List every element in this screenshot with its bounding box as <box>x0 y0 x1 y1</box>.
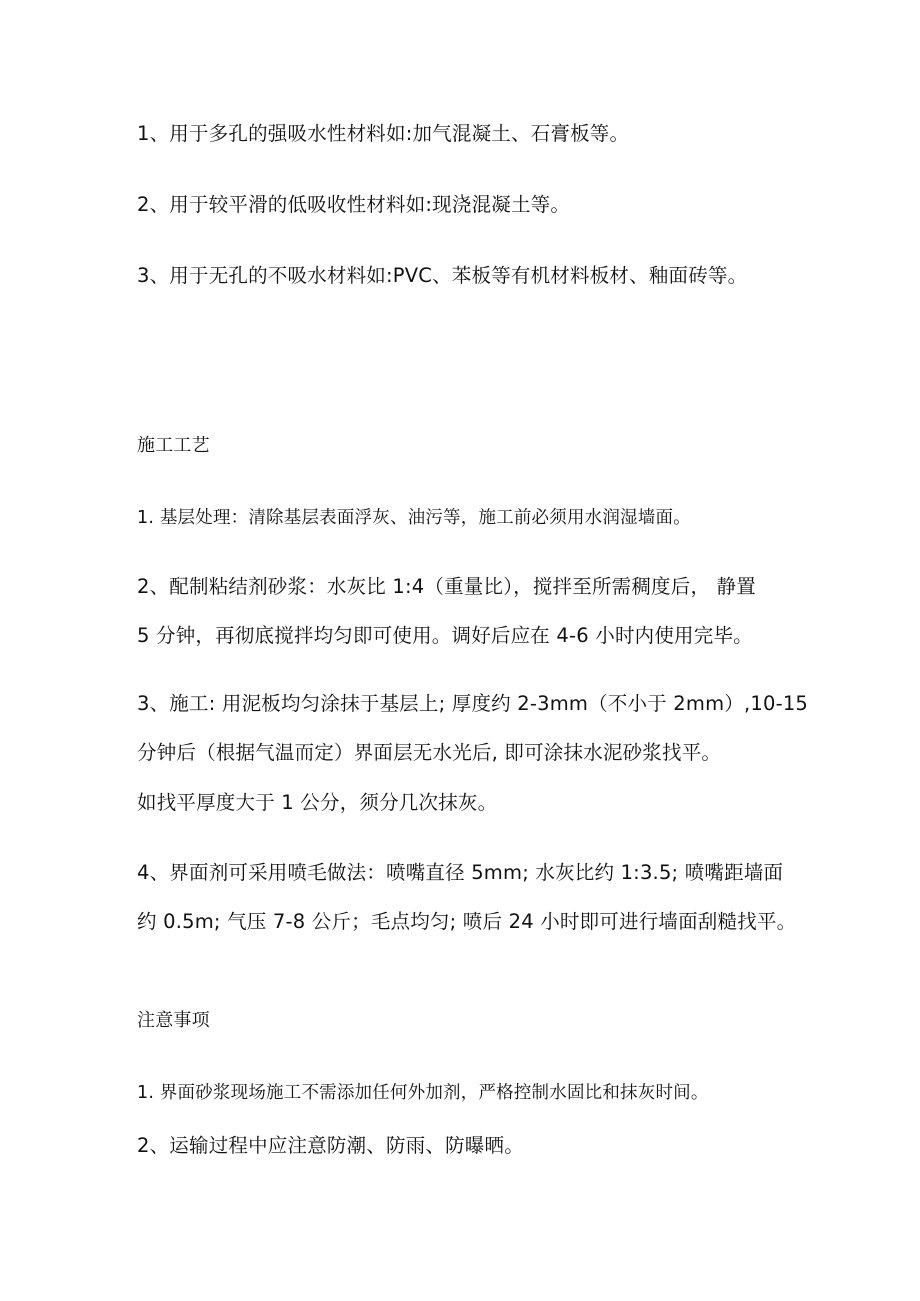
process-step-2-line-1: 2、配制粘结剂砂浆：水灰比 1:4（重量比），搅拌至所需稠度后， 静置 <box>137 575 756 598</box>
section-title-notes: 注意事项 <box>137 1010 210 1031</box>
note-item-2: 2、运输过程中应注意防潮、防雨、防曝晒。 <box>137 1134 524 1157</box>
material-item-3: 3、用于无孔的不吸水材料如:PVC、苯板等有机材料板材、釉面砖等。 <box>137 264 748 287</box>
process-step-3-line-2: 分钟后（根据气温而定）界面层无水光后, 即可涂抹水泥砂浆找平。 <box>137 741 722 764</box>
process-step-1: 1. 基层处理：清除基层表面浮灰、油污等，施工前必须用水润湿墙面。 <box>137 508 691 528</box>
section-title-process: 施工工艺 <box>137 435 210 456</box>
process-step-2-line-2: 5 分钟，再彻底搅拌均匀即可使用。调好后应在 4-6 小时内使用完毕。 <box>137 624 753 647</box>
note-item-1: 1. 界面砂浆现场施工不需添加任何外加剂，严格控制水固比和抹灰时间。 <box>137 1083 709 1103</box>
process-step-3-line-3: 如找平厚度大于 1 公分，须分几次抹灰。 <box>137 791 498 814</box>
material-item-2: 2、用于较平滑的低吸收性材料如:现浇混凝土等。 <box>137 193 571 216</box>
process-step-4-line-1: 4、界面剂可采用喷毛做法：喷嘴直径 5mm; 水灰比约 1:3.5; 喷嘴距墙面 <box>137 861 784 884</box>
process-step-4-line-2: 约 0.5m; 气压 7-8 公斤；毛点均匀; 喷后 24 小时即可进行墙面刮糙找平。 <box>137 910 797 933</box>
material-item-1: 1、用于多孔的强吸水性材料如:加气混凝土、石膏板等。 <box>137 122 630 145</box>
process-step-3-line-1: 3、施工: 用泥板均匀涂抹于基层上; 厚度约 2-3mm（不小于 2mm）,10-15 <box>137 692 809 715</box>
